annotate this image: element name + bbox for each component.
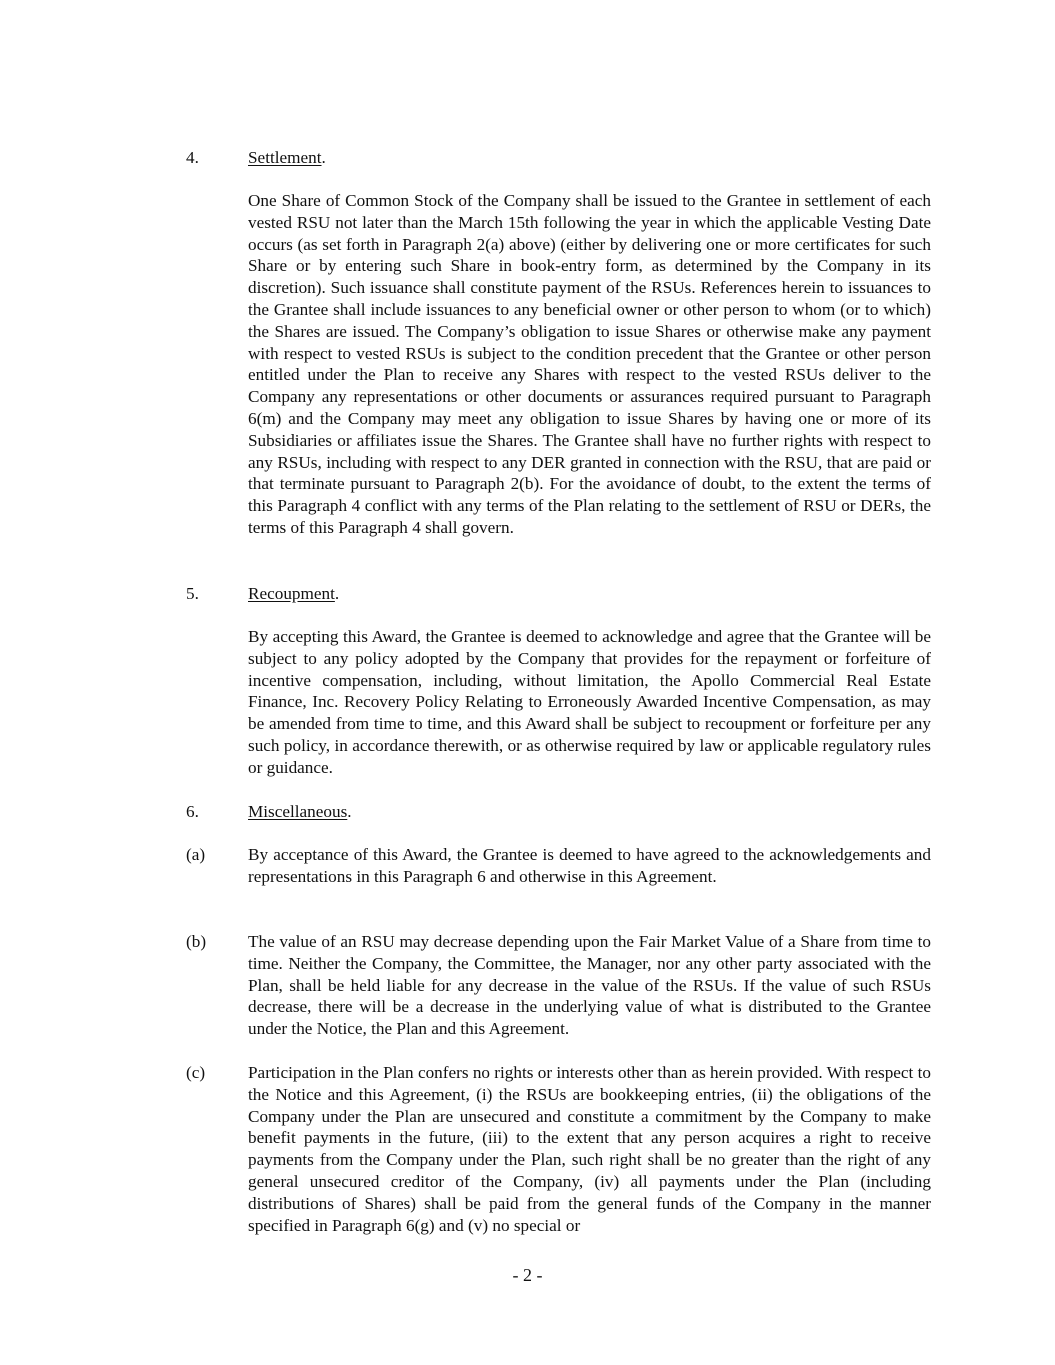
section-title	[248, 147, 326, 169]
list-item-label: (c)	[186, 1063, 206, 1082]
section-title-period: .	[321, 148, 326, 167]
list-item-label: (b)	[186, 932, 207, 951]
section-heading-miscellaneous	[186, 801, 931, 823]
page-number: - 2 -	[512, 1265, 543, 1285]
settlement-paragraph: One Share of Common Stock of the Company shall be issued to the Grantee in settlement of each vested RSU not later than the March 15th following the year in which the applicable Vesting Date occurs (as set forth in Paragraph 2(a) above) (either by delivering one or more certificates for such Share or by entering such Share in book-entry form, as determined by the Company in its discretion). Such issuance shall constitute payment of the RSUs. References herein to issuances to the Grantee shall include issuances to any beneficial owner or other person to whom (or to which) the Shares are issued. The Company’s obligation to issue Shares or otherwise make any payment with respect to vested RSUs is subject to the condition precedent that the Grantee or other person entitled under the Plan to receive any Shares with respect to the vested RSUs deliver to the Company any representations or other documents or assurances required pursuant to Paragraph 6(m) and the Company may meet any obligation to issue Shares by having one or more of its Subsidiaries or affiliates issue the Shares. The Grantee shall have no further rights with respect to any RSUs, including with respect to any DER granted in connection with the RSU, that are paid or that terminate pursuant to Paragraph 2(b). For the avoidance of doubt, to the extent the terms of this Paragraph 4 conflict with any terms of the Plan relating to the settlement of RSU or DERs, the terms of this Paragraph 4 shall govern.	[248, 191, 931, 537]
list-item-text: Participation in the Plan confers no rights or interests other than as herein provided. With respect to the Notice and this Agreement, (i) the RSUs are bookkeeping entries, (ii) the obligations of the Company under the Plan are unsecured and constitute a commitment by the Company to make benefit payments in the future, (iii) to the extent that any person acquires a right to receive payments from the Company under the Plan, such right shall be no greater than the right of any general unsecured creditor of the Company, (iv) all payments under the Plan (including distributions of Shares) shall be paid from the general funds of the Company in the manner specified in Paragraph 6(g) and (v) no special or	[248, 1063, 931, 1235]
recoupment-paragraph: By accepting this Award, the Grantee is deemed to acknowledge and agree that the Grantee will be subject to any policy adopted by the Company that provides for the repayment or forfeiture of incentive compensation, including, without limitation, the Apollo Commercial Real Estate Finance, Inc. Recovery Policy Relating to Erroneously Awarded Incentive Compensation, as may be amended from time to time, and this Award shall be subject to recoupment or forfeiture per any such policy, in accordance therewith, or as otherwise required by law or applicable regulatory rules or guidance.	[248, 627, 931, 777]
section-number: 4.	[186, 148, 199, 167]
list-item-text: By acceptance of this Award, the Grantee is deemed to have agreed to the acknowledgements and representations in this Paragraph 6 and otherwise in this Agreement.	[248, 845, 931, 886]
section-title-text: Settlement	[248, 148, 322, 167]
section-heading-recoupment	[186, 583, 931, 605]
section-number: 6.	[186, 802, 199, 821]
section-heading-settlement	[186, 147, 931, 169]
list-item-text: The value of an RSU may decrease depending upon the Fair Market Value of a Share from time to time. Neither the Company, the Committee, the Manager, nor any other party associated with the Plan, shall be held liable for any decrease in the value of the RSUs. If the value of such RSUs decrease, there will be a decrease in the underlying value of what is distributed to the Grantee under the Notice, the Plan and this Agreement.	[248, 932, 931, 1039]
section-title	[248, 583, 339, 605]
section-title-period: .	[334, 584, 340, 603]
section-title-text: Recoupment	[248, 584, 335, 603]
list-item-label: (a)	[186, 845, 206, 864]
section-title-period: .	[347, 802, 352, 821]
section-title-text: Miscellaneous	[248, 802, 348, 821]
section-title	[248, 801, 352, 823]
section-number: 5.	[186, 584, 199, 603]
